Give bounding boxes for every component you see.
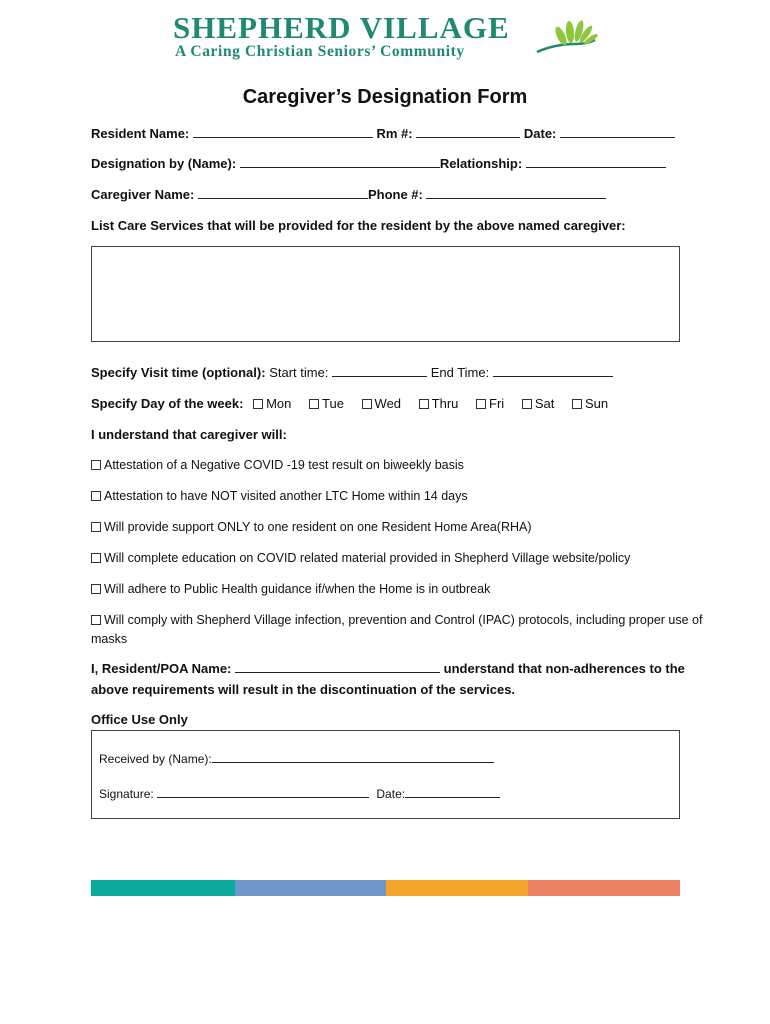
caregiver-name-field[interactable]	[198, 187, 368, 199]
caregiver-line	[91, 187, 606, 203]
checkbox-icon[interactable]	[91, 460, 101, 470]
requirement-text: Attestation of a Negative COVID -19 test result on biweekly basis	[104, 458, 464, 472]
olive-branch-icon	[535, 14, 599, 58]
day-of-week-label: Specify Day of the week:	[91, 396, 244, 411]
requirement-text: Will comply with Shepherd Village infection, prevention and Control (IPAC) protocols, including proper use of masks	[91, 613, 703, 646]
phone-field[interactable]	[426, 187, 606, 199]
resident-line	[91, 126, 675, 142]
end-time-field[interactable]	[493, 365, 613, 377]
end-time-label: End Time:	[430, 365, 490, 380]
footer-bar-blue	[235, 880, 386, 896]
caregiver-name-label: Caregiver Name:	[91, 187, 195, 202]
designation-by-field[interactable]	[240, 156, 440, 168]
relationship-field[interactable]	[526, 156, 666, 168]
received-by-field[interactable]	[212, 751, 494, 763]
care-services-box[interactable]	[91, 246, 680, 342]
footer-bar-teal	[91, 880, 235, 896]
resident-name-label: Resident Name:	[91, 126, 190, 141]
day-checkbox-wed[interactable]	[362, 396, 402, 412]
day-checkbox-mon[interactable]	[253, 396, 291, 412]
checkbox-icon[interactable]	[522, 399, 532, 409]
logo-tagline: A Caring Christian Seniors’ Community	[175, 43, 465, 60]
relationship-label: Relationship:	[439, 156, 523, 171]
day-label: Wed	[374, 396, 402, 411]
day-checkbox-sat[interactable]	[522, 396, 555, 412]
poa-statement-2: above requirements will result in the discontinuation of the services.	[91, 682, 516, 697]
day-checkbox-thru[interactable]	[419, 396, 459, 412]
poa-statement-1: understand that non-adherences to the	[443, 661, 685, 676]
checkbox-icon[interactable]	[253, 399, 263, 409]
poa-name-field[interactable]	[235, 661, 440, 673]
poa-label: I, Resident/POA Name:	[91, 661, 232, 676]
day-label: Sun	[584, 396, 609, 411]
checkbox-icon[interactable]	[419, 399, 429, 409]
checkbox-icon[interactable]	[572, 399, 582, 409]
checkbox-icon[interactable]	[476, 399, 486, 409]
start-time-label: Start time:	[269, 365, 329, 380]
checkbox-icon[interactable]	[91, 584, 101, 594]
requirement-item	[91, 611, 731, 649]
form-title: Caregiver’s Designation Form	[242, 86, 528, 108]
office-use-box	[91, 730, 680, 819]
day-of-week-line	[91, 396, 622, 412]
received-by-line	[99, 751, 494, 766]
requirement-text: Will adhere to Public Health guidance if/when the Home is in outbreak	[104, 582, 491, 596]
phone-label: Phone #:	[367, 187, 423, 202]
date-label: Date:	[523, 126, 557, 141]
requirement-item	[91, 580, 731, 599]
checkbox-icon[interactable]	[362, 399, 372, 409]
understand-heading	[91, 427, 287, 443]
day-checkbox-fri[interactable]	[476, 396, 504, 412]
footer-bar-orange	[386, 880, 528, 896]
requirement-item	[91, 549, 731, 568]
signature-field[interactable]	[157, 786, 369, 798]
poa-line-2	[91, 682, 515, 698]
footer-bar-coral	[528, 880, 680, 896]
office-date-field[interactable]	[405, 786, 500, 798]
office-date-label: Date:	[376, 787, 406, 801]
resident-name-field[interactable]	[193, 126, 373, 138]
office-heading-text: Office Use Only	[91, 712, 188, 727]
date-field[interactable]	[560, 126, 675, 138]
day-label: Fri	[489, 396, 505, 411]
designation-line	[91, 156, 666, 172]
requirement-item	[91, 487, 731, 506]
care-services-text: List Care Services that will be provided for the resident by the above named caregiver:	[91, 218, 626, 233]
care-services-label	[91, 218, 626, 234]
logo-name: SHEPHERD VILLAGE	[173, 10, 510, 45]
checkbox-icon[interactable]	[91, 491, 101, 501]
signature-label: Signature:	[99, 787, 154, 801]
poa-line	[91, 661, 685, 677]
rm-label: Rm #:	[376, 126, 413, 141]
day-checkbox-tue[interactable]	[309, 396, 344, 412]
day-label: Thru	[431, 396, 459, 411]
visit-time-line	[91, 365, 613, 381]
requirement-text: Will provide support ONLY to one resident on one Resident Home Area(RHA)	[104, 520, 532, 534]
checkbox-icon[interactable]	[91, 522, 101, 532]
requirement-item	[91, 456, 731, 475]
requirement-item	[91, 518, 731, 537]
received-by-label: Received by (Name):	[99, 752, 212, 766]
requirement-text: Attestation to have NOT visited another LTC Home within 14 days	[104, 489, 468, 503]
day-label: Sat	[534, 396, 555, 411]
rm-field[interactable]	[416, 126, 520, 138]
logo	[173, 12, 603, 60]
designation-by-label: Designation by (Name):	[91, 156, 237, 171]
requirement-text: Will complete education on COVID related material provided in Shepherd Village website/policy	[104, 551, 631, 565]
checkbox-icon[interactable]	[91, 553, 101, 563]
understand-heading-text: I understand that caregiver will:	[91, 427, 287, 442]
office-heading	[91, 712, 188, 728]
visit-time-label: Specify Visit time (optional):	[91, 365, 266, 380]
signature-line	[99, 786, 500, 801]
checkbox-icon[interactable]	[91, 615, 101, 625]
day-label: Mon	[266, 396, 292, 411]
day-checkbox-sun[interactable]	[572, 396, 608, 412]
start-time-field[interactable]	[332, 365, 427, 377]
checkbox-icon[interactable]	[309, 399, 319, 409]
day-label: Tue	[322, 396, 344, 411]
